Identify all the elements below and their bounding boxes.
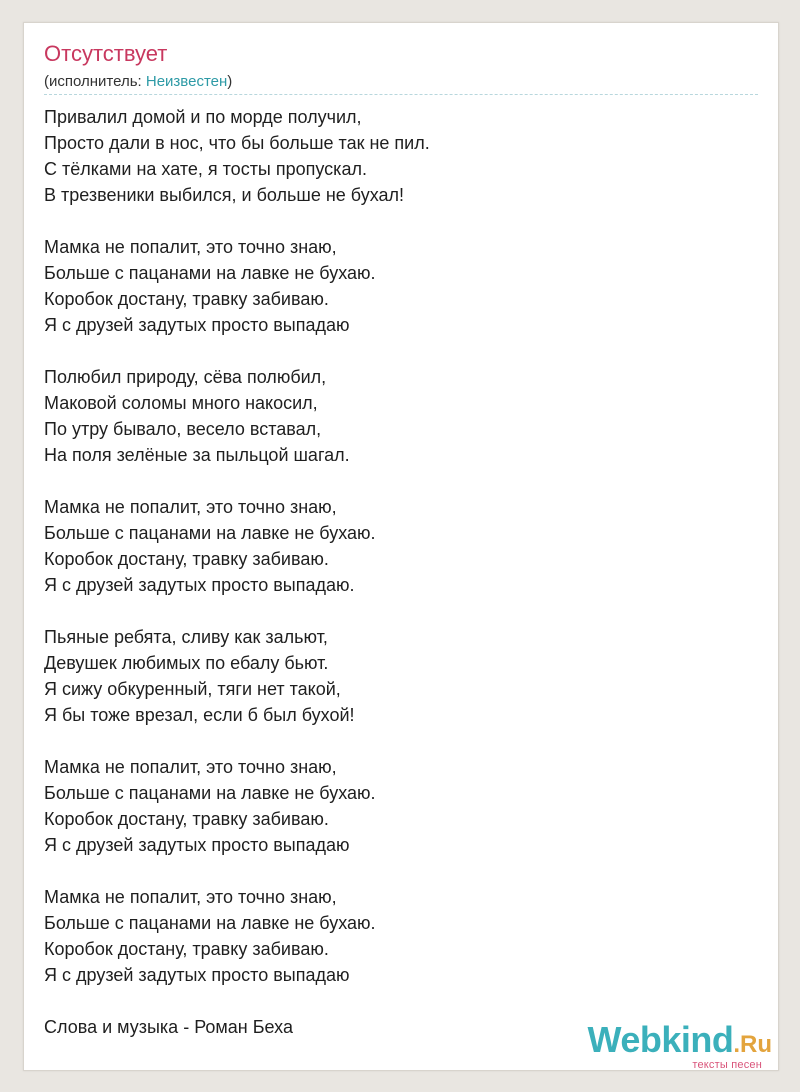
lyric-line: С тёлками на хате, я тосты пропускал. bbox=[44, 159, 367, 179]
lyric-line: Я с друзей задутых просто выпадаю bbox=[44, 315, 350, 335]
lyric-line: Больше с пацанами на лавке не бухаю. bbox=[44, 783, 376, 803]
lyric-line: На поля зелёные за пыльцой шагал. bbox=[44, 445, 350, 465]
header-divider bbox=[44, 94, 758, 95]
lyric-line: Я сижу обкуренный, тяги нет такой, bbox=[44, 679, 341, 699]
stanza bbox=[44, 364, 744, 468]
lyric-line: Коробок достану, травку забиваю. bbox=[44, 549, 329, 569]
lyric-line: Пьяные ребята, сливу как зальют, bbox=[44, 627, 328, 647]
artist-link[interactable]: Неизвестен bbox=[145, 73, 228, 90]
credits-line: Слова и музыка - Роман Беха bbox=[44, 1017, 293, 1037]
lyric-line: Мамка не попалит, это точно знаю, bbox=[44, 757, 337, 777]
lyric-line: Я с друзей задутых просто выпадаю bbox=[44, 965, 350, 985]
stanza bbox=[44, 884, 744, 988]
lyric-line: Привалил домой и по морде получил, bbox=[44, 107, 362, 127]
stanza bbox=[44, 754, 744, 858]
artist-suffix: ) bbox=[227, 73, 233, 90]
site-logo[interactable] bbox=[587, 1019, 772, 1071]
stanza bbox=[44, 234, 744, 338]
lyrics-card bbox=[23, 22, 779, 1071]
lyric-line: Я с друзей задутых просто выпадаю bbox=[44, 835, 350, 855]
stanza bbox=[44, 624, 744, 728]
lyrics-body bbox=[44, 104, 744, 1040]
lyric-line: Маковой соломы много накосил, bbox=[44, 393, 318, 413]
lyric-line: Коробок достану, травку забиваю. bbox=[44, 289, 329, 309]
lyric-line: По утру бывало, весело вставал, bbox=[44, 419, 322, 439]
lyric-line: В трезвеники выбился, и больше не бухал! bbox=[44, 185, 405, 205]
lyric-line: Коробок достану, травку забиваю. bbox=[44, 809, 329, 829]
artist-prefix: (исполнитель: bbox=[44, 73, 146, 90]
lyric-line: Коробок достану, травку забиваю. bbox=[44, 939, 329, 959]
lyric-line: Мамка не попалит, это точно знаю, bbox=[44, 497, 337, 517]
lyric-line: Больше с пацанами на лавке не бухаю. bbox=[44, 913, 376, 933]
lyric-line: Я бы тоже врезал, если б был бухой! bbox=[44, 705, 355, 725]
lyric-line: Мамка не попалит, это точно знаю, bbox=[44, 887, 337, 907]
stanza bbox=[44, 104, 744, 208]
lyric-line: Больше с пацанами на лавке не бухаю. bbox=[44, 263, 376, 283]
song-title: Отсутствует bbox=[44, 41, 168, 66]
artist-line bbox=[44, 74, 232, 89]
logo-main-text: Webkind bbox=[587, 1019, 734, 1060]
lyric-line: Больше с пацанами на лавке не бухаю. bbox=[44, 523, 376, 543]
logo-tagline: тексты песен bbox=[692, 1059, 762, 1071]
logo-tld-text: .Ru bbox=[733, 1031, 772, 1058]
lyric-line: Девушек любимых по ебалу бьют. bbox=[44, 653, 329, 673]
lyric-line: Мамка не попалит, это точно знаю, bbox=[44, 237, 337, 257]
lyric-line: Я с друзей задутых просто выпадаю. bbox=[44, 575, 355, 595]
lyric-line: Полюбил природу, сёва полюбил, bbox=[44, 367, 327, 387]
lyric-line: Просто дали в нос, что бы больше так не пил. bbox=[44, 133, 430, 153]
stanza bbox=[44, 494, 744, 598]
